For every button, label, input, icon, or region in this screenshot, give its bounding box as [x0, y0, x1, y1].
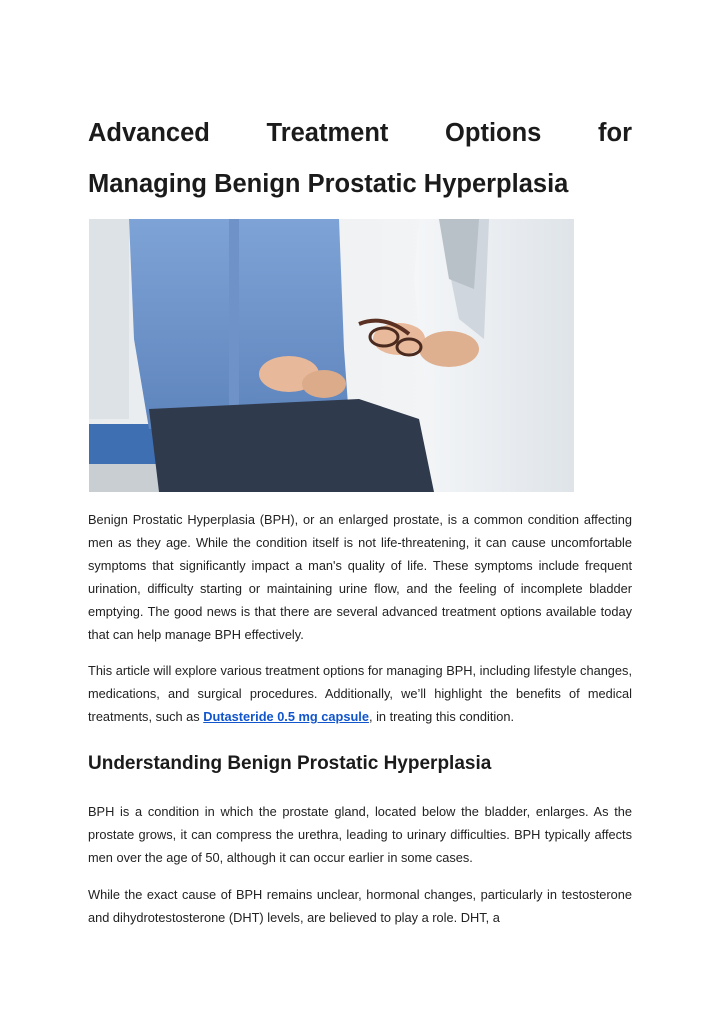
- article-title-line1: Advanced Treatment Options for: [88, 119, 632, 147]
- overview-text-after: , in treating this condition.: [368, 709, 515, 724]
- dutasteride-link[interactable]: Dutasteride 0.5 mg capsule: [203, 709, 369, 724]
- overview-paragraph: [88, 659, 632, 728]
- overview-text-before: This article will explore various treatment options for managing BPH, including lifestyle changes, medications, and surgical procedures. Additionally, we’ll highlight the benefits of medical treatments, such as: [88, 663, 632, 724]
- bph-definition-paragraph: BPH is a condition in which the prostate gland, located below the bladder, enlarges. As the prostate grows, it can compress the urethra, leading to urinary difficulties. BPH typically affects men over the age of 50, although it can occur earlier in some cases.: [88, 804, 632, 865]
- article-title: [88, 108, 632, 210]
- section-heading: Understanding Benign Prostatic Hyperplasia: [88, 753, 492, 774]
- bph-cause-paragraph: While the exact cause of BPH remains unclear, hormonal changes, particularly in testosterone and dihydrotestosterone (DHT) levels, are believed to play a role. DHT, a: [88, 887, 632, 925]
- intro-paragraph: Benign Prostatic Hyperplasia (BPH), or an enlarged prostate, is a common condition affecting men as they age. While the condition itself is not life-threatening, it can cause uncomfortable symptoms that significantly impact a man's quality of life. These symptoms include frequent urination, difficulty starting or maintaining urine flow, and the feeling of incomplete bladder emptying. The good news is that there are several advanced treatment options available today that can help manage BPH effectively.: [88, 512, 632, 642]
- hero-image: [89, 219, 574, 492]
- article-title-line2: Managing Benign Prostatic Hyperplasia: [88, 170, 569, 198]
